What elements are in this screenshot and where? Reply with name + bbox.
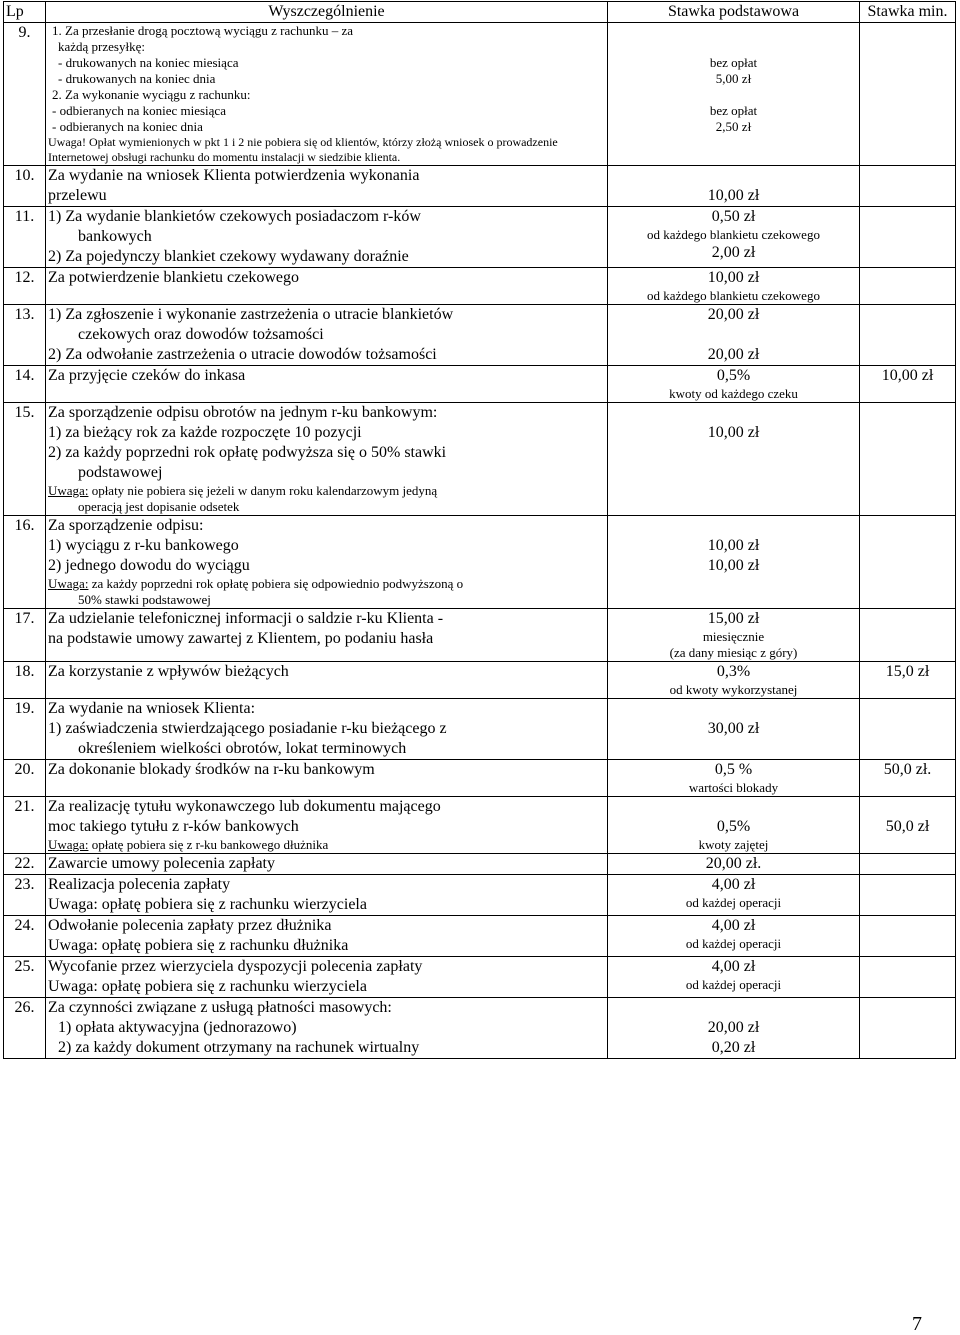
header-base-rate: Stawka podstawowa [608, 2, 860, 23]
desc-line: - odbieranych na koniec dnia [52, 119, 203, 134]
rate-value: 20,00 zł [707, 306, 760, 323]
header-lp: Lp [4, 2, 46, 23]
row-description [46, 957, 608, 998]
row-min-rate [860, 207, 956, 268]
row-min-rate [860, 166, 956, 207]
row-base-rate [608, 268, 860, 305]
row-description [46, 797, 608, 854]
row-min-rate [860, 854, 956, 875]
row-base-rate [608, 23, 860, 166]
row-description [46, 366, 608, 403]
rate-value: 10,00 zł [707, 424, 760, 441]
row-min-rate [860, 875, 956, 916]
rate-value: 0,50 zł [711, 208, 756, 225]
desc-line: Za sporządzenie odpisu: [48, 517, 204, 534]
row-description [46, 854, 608, 875]
note-text: Uwaga! Opłat wymienionych w pkt 1 i 2 nie pobiera się od klientów, którzy złożą wniosek o prowadzenie Internetowej obsługi rachunku do momentu instalacji w siedzibie klienta. [48, 135, 558, 164]
row-description [46, 23, 608, 166]
row-number: 18. [4, 662, 46, 699]
row-min-rate [860, 516, 956, 609]
row-description [46, 207, 608, 268]
row-description [46, 166, 608, 207]
desc-line: 1) opłata aktywacyjna (jednorazowo) [58, 1019, 297, 1036]
table-row [4, 268, 956, 305]
desc-line: Za sporządzenie odpisu obrotów na jednym r-ku bankowym: [48, 404, 438, 421]
row-min-rate [860, 916, 956, 957]
table-row [4, 760, 956, 797]
table-header-row [4, 2, 956, 23]
table-row [4, 609, 956, 662]
rate-note: kwoty od każdego czeku [669, 386, 798, 401]
rate-value: 2,50 zł [715, 119, 752, 134]
desc-line: przelewu [48, 187, 107, 204]
row-description [46, 403, 608, 516]
row-base-rate [608, 609, 860, 662]
desc-line: czekowych oraz dowodów tożsamości [78, 326, 324, 343]
note-label: Uwaga: [48, 483, 89, 498]
desc-line: 1. Za przesłanie drogą pocztową wyciągu z rachunku – za [52, 23, 354, 38]
table-row [4, 403, 956, 516]
row-description [46, 609, 608, 662]
row-base-rate [608, 760, 860, 797]
rate-value: 0,5% [716, 367, 751, 384]
rate-value: 2,00 zł [711, 244, 756, 261]
row-number: 19. [4, 699, 46, 760]
table-row [4, 166, 956, 207]
desc-line: Za wydanie na wniosek Klienta: [48, 700, 256, 717]
row-number: 11. [4, 207, 46, 268]
row-base-rate [608, 998, 860, 1059]
desc-line: 1) za bieżący rok za każde rozpoczęte 10 pozycji [48, 424, 362, 441]
rate-note: miesięcznie [702, 629, 765, 644]
desc-line: Za udzielanie telefonicznej informacji o saldzie r-ku Klienta - [48, 610, 444, 627]
desc-line: Uwaga: opłatę pobiera się z rachunku wierzyciela [48, 896, 367, 913]
row-base-rate [608, 207, 860, 268]
rate-value: bez opłat [709, 103, 758, 118]
rate-value: 10,00 zł [707, 187, 760, 204]
rate-value: 5,00 zł [715, 71, 752, 86]
note-label: Uwaga: [48, 837, 89, 852]
table-row [4, 516, 956, 609]
row-base-rate [608, 916, 860, 957]
row-number: 20. [4, 760, 46, 797]
rate-value: 0,3% [716, 663, 751, 680]
row-description [46, 875, 608, 916]
row-base-rate [608, 875, 860, 916]
table-row [4, 875, 956, 916]
desc-line: na podstawie umowy zawartej z Klientem, po podaniu hasła [48, 630, 434, 647]
header-min-rate: Stawka min. [860, 2, 956, 23]
note-text: opłatę pobiera się z r-ku bankowego dłużnika [91, 837, 329, 852]
rate-value: 0,20 zł [711, 1039, 756, 1056]
min-value: 50,0 zł [885, 818, 930, 835]
rate-note: od kwoty wykorzystanej [669, 682, 798, 697]
rate-value: 4,00 zł [711, 917, 756, 934]
rate-value: 10,00 zł [707, 557, 760, 574]
rate-note: od każdej operacji [685, 977, 782, 992]
row-number: 14. [4, 366, 46, 403]
rate-note: kwoty zajętej [698, 837, 769, 852]
rate-note: od każdego blankietu czekowego [647, 227, 820, 242]
row-number: 17. [4, 609, 46, 662]
note-text: operacją jest dopisanie odsetek [78, 499, 240, 514]
header-description: Wyszczególnienie [46, 2, 608, 23]
rate-value: 15,00 zł [707, 610, 760, 627]
note-text: za każdy poprzedni rok opłatę pobiera się odpowiednio podwyższoną o [91, 576, 464, 591]
row-min-rate [860, 957, 956, 998]
desc-line: - drukowanych na koniec miesiąca [58, 55, 239, 70]
table-row [4, 305, 956, 366]
row-min-rate [860, 699, 956, 760]
desc-line: 1) Za wydanie blankietów czekowych posiadaczom r-ków [48, 208, 421, 225]
row-number: 15. [4, 403, 46, 516]
row-base-rate [608, 957, 860, 998]
rate-value: 10,00 zł [707, 269, 760, 286]
desc-line: 2) za każdy poprzedni rok opłatę podwyższa się o 50% stawki [48, 444, 447, 461]
table-row [4, 366, 956, 403]
desc-line: Za realizację tytułu wykonawczego lub dokumentu mającego [48, 798, 441, 815]
table-row [4, 957, 956, 998]
row-base-rate [608, 403, 860, 516]
rate-value: 20,00 zł [707, 346, 760, 363]
row-number: 25. [4, 957, 46, 998]
row-description [46, 268, 608, 305]
row-number: 24. [4, 916, 46, 957]
note-text: 50% stawki podstawowej [78, 592, 211, 607]
row-min-rate [860, 268, 956, 305]
table-row [4, 207, 956, 268]
desc-line: Za czynności związane z usługą płatności masowych: [48, 999, 392, 1016]
rate-note: od każdego blankietu czekowego [647, 288, 820, 303]
desc-line: moc takiego tytułu z r-ków bankowych [48, 818, 299, 835]
desc-line: podstawowej [78, 464, 163, 481]
row-number: 12. [4, 268, 46, 305]
row-number: 9. [4, 23, 46, 166]
row-base-rate [608, 366, 860, 403]
row-number: 22. [4, 854, 46, 875]
table-row [4, 998, 956, 1059]
table-row [4, 662, 956, 699]
row-number: 23. [4, 875, 46, 916]
row-base-rate [608, 166, 860, 207]
row-description [46, 305, 608, 366]
row-number: 10. [4, 166, 46, 207]
row-base-rate [608, 699, 860, 760]
desc-line: 1) wyciągu z r-ku bankowego [48, 537, 239, 554]
row-min-rate [860, 998, 956, 1059]
page-number: 7 [912, 1313, 922, 1335]
desc-line: 2) jednego dowodu do wyciągu [48, 557, 250, 574]
row-description [46, 998, 608, 1059]
table-row [4, 797, 956, 854]
desc-line: Za korzystanie z wpływów bieżących [48, 663, 289, 680]
desc-line: 2) Za odwołanie zastrzeżenia o utracie dowodów tożsamości [48, 346, 437, 363]
row-min-rate [860, 23, 956, 166]
row-base-rate [608, 854, 860, 875]
rate-value: 20,00 zł. [705, 855, 762, 872]
desc-line: 2. Za wykonanie wyciągu z rachunku: [52, 87, 251, 102]
row-number: 13. [4, 305, 46, 366]
table-row [4, 699, 956, 760]
rate-note: od każdej operacji [685, 895, 782, 910]
row-description [46, 916, 608, 957]
desc-line: określeniem wielkości obrotów, lokat terminowych [78, 740, 407, 757]
rate-note: wartości blokady [688, 780, 779, 795]
row-number: 16. [4, 516, 46, 609]
row-base-rate [608, 662, 860, 699]
row-base-rate [608, 516, 860, 609]
desc-line: Za dokonanie blokady środków na r-ku bankowym [48, 761, 375, 778]
desc-line: Uwaga: opłatę pobiera się z rachunku dłużnika [48, 937, 349, 954]
row-number: 26. [4, 998, 46, 1059]
desc-line: - drukowanych na koniec dnia [58, 71, 216, 86]
desc-line: Uwaga: opłatę pobiera się z rachunku wierzyciela [48, 978, 367, 995]
desc-line: Odwołanie polecenia zapłaty przez dłużnika [48, 917, 332, 934]
desc-line: każdą przesyłkę: [58, 39, 145, 54]
rate-value: 4,00 zł [711, 876, 756, 893]
rate-value: 20,00 zł [707, 1019, 760, 1036]
row-number: 21. [4, 797, 46, 854]
desc-line: Za wydanie na wniosek Klienta potwierdzenia wykonania [48, 167, 420, 184]
rate-value: 0,5% [716, 818, 751, 835]
note-label: Uwaga: [48, 576, 89, 591]
row-description [46, 662, 608, 699]
note-text: opłaty nie pobiera się jeżeli w danym roku kalendarzowym jedyną [91, 483, 438, 498]
desc-line: Za przyjęcie czeków do inkasa [48, 367, 246, 384]
desc-line: 2) za każdy dokument otrzymany na rachunek wirtualny [58, 1039, 420, 1056]
table-row [4, 854, 956, 875]
row-description [46, 760, 608, 797]
row-min-rate [860, 403, 956, 516]
desc-line: bankowych [78, 228, 152, 245]
desc-line: Za potwierdzenie blankietu czekowego [48, 269, 299, 286]
rate-value: 4,00 zł [711, 958, 756, 975]
row-min-rate [860, 609, 956, 662]
rate-value: bez opłat [709, 55, 758, 70]
desc-line: 1) zaświadczenia stwierdzającego posiadanie r-ku bieżącego z [48, 720, 447, 737]
desc-line: 1) Za zgłoszenie i wykonanie zastrzeżenia o utracie blankietów [48, 306, 454, 323]
desc-line: Zawarcie umowy polecenia zapłaty [48, 855, 275, 872]
row-min-rate: 15,0 zł [860, 662, 956, 699]
desc-line: Realizacja polecenia zapłaty [48, 876, 231, 893]
rate-value: 10,00 zł [707, 537, 760, 554]
row-min-rate [860, 305, 956, 366]
rate-note: od każdej operacji [685, 936, 782, 951]
table-row [4, 23, 956, 166]
rate-note: (za dany miesiąc z góry) [669, 645, 798, 660]
row-base-rate [608, 797, 860, 854]
rate-value: 30,00 zł [707, 720, 760, 737]
desc-line: 2) Za pojedynczy blankiet czekowy wydawany doraźnie [48, 248, 409, 265]
row-description [46, 516, 608, 609]
row-min-rate: 10,00 zł [860, 366, 956, 403]
rate-value: 0,5 % [714, 761, 753, 778]
table-row [4, 916, 956, 957]
desc-line: Wycofanie przez wierzyciela dyspozycji polecenia zapłaty [48, 958, 423, 975]
row-min-rate: 50,0 zł. [860, 760, 956, 797]
desc-line: - odbieranych na koniec miesiąca [52, 103, 226, 118]
row-base-rate [608, 305, 860, 366]
row-description [46, 699, 608, 760]
fee-table [3, 1, 956, 1059]
row-min-rate [860, 797, 956, 854]
